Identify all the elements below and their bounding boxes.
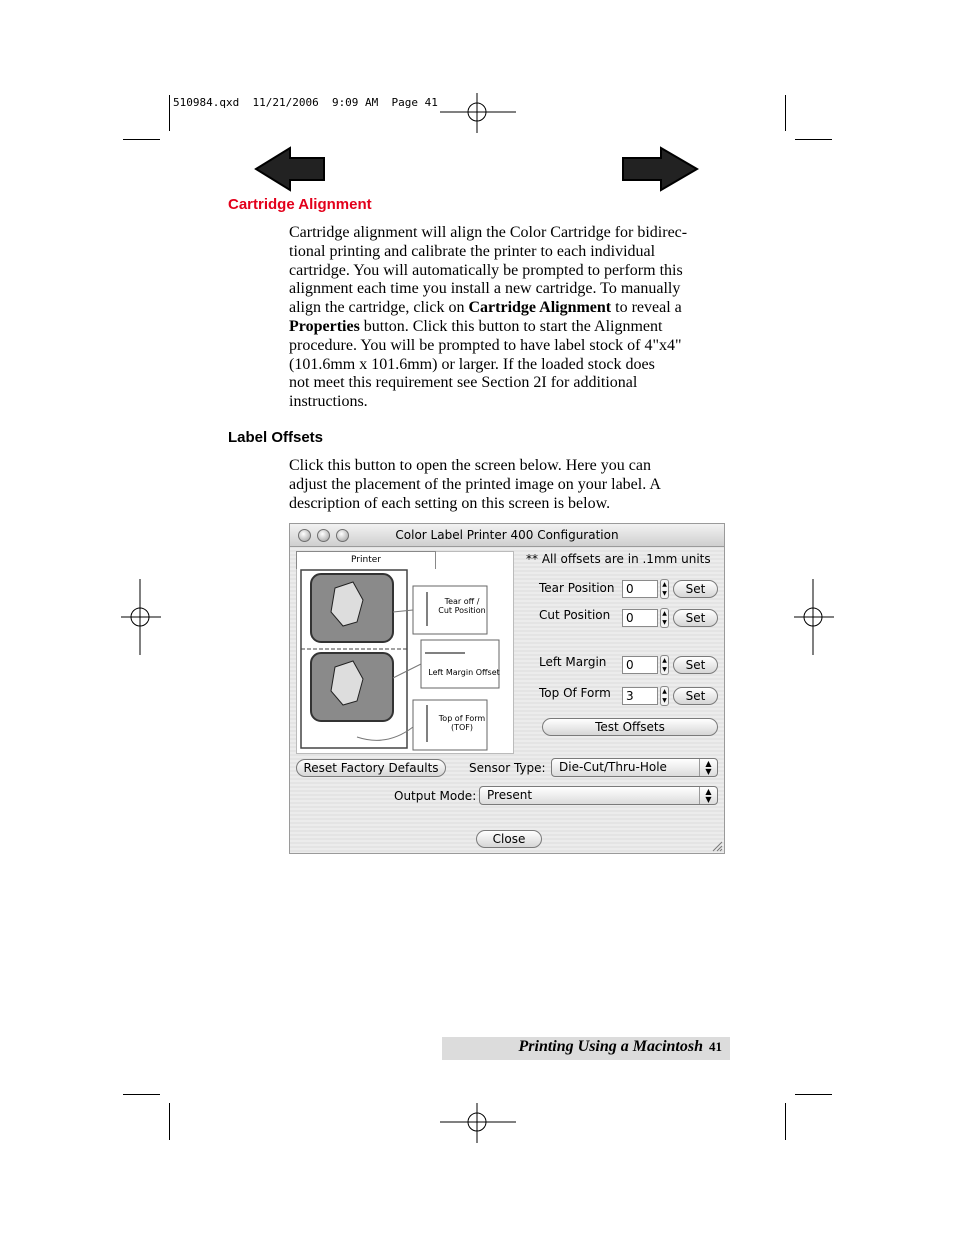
file-slug: 510984.qxd 11/21/2006 9:09 AM Page 41 [173, 96, 438, 109]
offset-illustration [296, 551, 514, 754]
page-number: 41 [709, 1039, 722, 1054]
label-offsets-paragraph [289, 457, 729, 513]
output-mode-value: Present [487, 788, 533, 802]
cut-position-set-button[interactable]: Set [673, 609, 718, 627]
crop-mark [169, 1103, 170, 1140]
resize-grip-icon[interactable] [711, 840, 723, 852]
text-line: not meet this requirement see Section 2I for additional [289, 374, 638, 392]
cut-position-label: Cut Position [539, 608, 611, 622]
text-run: align the cartridge, click on [289, 299, 469, 317]
updown-arrows-icon: ▲ ▼ [699, 759, 717, 776]
left-margin-caption: Left Margin Offset [428, 668, 500, 677]
tear-position-label: Tear Position [539, 581, 615, 595]
text-line: cartridge. You will automatically be prompted to perform this [289, 261, 683, 279]
output-mode-label: Output Mode: [394, 789, 477, 803]
top-of-form-set-button[interactable]: Set [673, 687, 718, 705]
crop-mark [795, 139, 832, 140]
sensor-type-select[interactable] [551, 758, 718, 777]
tab-printer[interactable]: Printer [296, 551, 436, 569]
sensor-type-label: Sensor Type: [469, 761, 546, 775]
configuration-dialog [289, 523, 725, 854]
text-line: instructions. [289, 393, 368, 411]
cut-position-stepper[interactable]: ▲ ▼ [660, 608, 669, 628]
crop-mark [169, 95, 170, 131]
registration-mark-left-icon [121, 579, 161, 655]
close-button[interactable]: Close [476, 830, 542, 848]
text-line: description of each setting on this screen is below. [289, 494, 611, 512]
crop-mark [795, 1094, 832, 1095]
text-line: Cartridge alignment will align the Color Cartridge for bidirec- [289, 224, 688, 241]
tear-position-stepper[interactable]: ▲ ▼ [660, 579, 669, 599]
registration-mark-top-icon [440, 93, 516, 133]
section-heading-label-offsets: Label Offsets [228, 429, 324, 446]
text-line [289, 318, 729, 337]
footer-title: Printing Using a Macintosh [518, 1038, 703, 1055]
running-footer [442, 1038, 722, 1056]
left-margin-label: Left Margin [539, 655, 607, 669]
top-of-form-caption: Top of Form (TOF) [438, 714, 486, 732]
tear-cut-caption: Tear off / Cut Position [438, 597, 486, 615]
text-line: alignment each time you install a new cartridge. To manually [289, 280, 681, 298]
cartridge-alignment-paragraph [289, 224, 729, 412]
right-arrow-icon[interactable] [621, 146, 699, 192]
left-margin-stepper[interactable]: ▲ ▼ [660, 655, 669, 675]
text-run: button. Click this button to start the Alignment [359, 317, 663, 335]
text-run: to reveal a [611, 299, 682, 317]
sensor-type-value: Die-Cut/Thru-Hole [559, 760, 667, 774]
left-margin-field[interactable]: 0 [622, 656, 658, 674]
top-of-form-field[interactable]: 3 [622, 687, 658, 705]
text-line: (101.6mm x 101.6mm) or larger. If the loaded stock does [289, 355, 655, 373]
left-arrow-icon[interactable] [254, 146, 326, 192]
bold-term-cartridge-alignment: Cartridge Alignment [468, 299, 612, 317]
top-of-form-stepper[interactable]: ▲ ▼ [660, 686, 669, 706]
updown-arrows-icon: ▲ ▼ [699, 787, 717, 804]
units-note: ** All offsets are in .1mm units [526, 552, 711, 566]
reset-factory-defaults-button[interactable]: Reset Factory Defaults [296, 759, 446, 777]
crop-mark [785, 95, 786, 131]
crop-mark [123, 1094, 160, 1095]
cut-position-field[interactable]: 0 [622, 609, 658, 627]
text-line [289, 299, 729, 318]
registration-mark-bottom-icon [440, 1103, 516, 1143]
crop-mark [785, 1103, 786, 1140]
top-of-form-label: Top Of Form [539, 686, 611, 700]
output-mode-select[interactable] [479, 786, 718, 805]
registration-mark-right-icon [794, 579, 834, 655]
bold-term-properties: Properties [289, 317, 360, 335]
dialog-titlebar [290, 524, 724, 547]
crop-mark [123, 139, 160, 140]
section-heading-cartridge-alignment: Cartridge Alignment [228, 196, 372, 213]
text-line: procedure. You will be prompted to have label stock of 4"x4" [289, 336, 682, 354]
test-offsets-button[interactable]: Test Offsets [542, 718, 718, 736]
tear-position-set-button[interactable]: Set [673, 580, 718, 598]
text-line: Click this button to open the screen below. Here you can [289, 457, 651, 474]
text-line: adjust the placement of the printed image on your label. A [289, 475, 661, 493]
left-margin-set-button[interactable]: Set [673, 656, 718, 674]
text-line: tional printing and calibrate the printer to each individual [289, 242, 656, 260]
tear-position-field[interactable]: 0 [622, 580, 658, 598]
dialog-title: Color Label Printer 400 Configuration [395, 528, 619, 542]
